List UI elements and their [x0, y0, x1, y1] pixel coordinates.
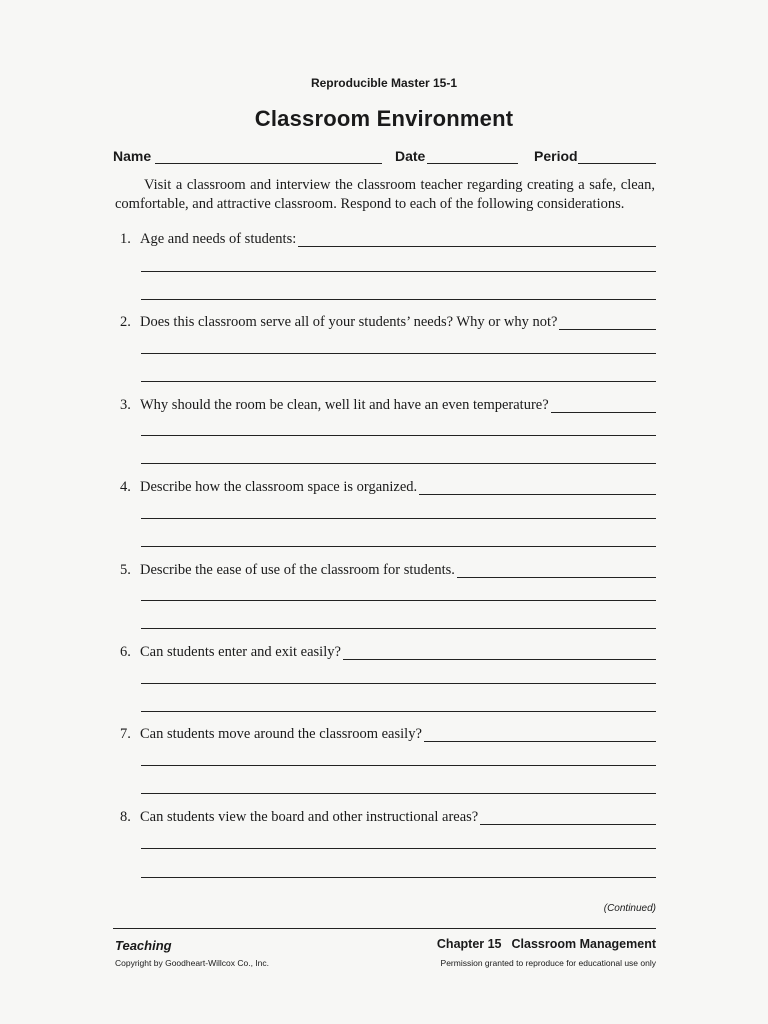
continued-note: (Continued) [603, 903, 656, 914]
answer-line[interactable] [141, 518, 656, 519]
question-text: Why should the room be clean, well lit and have an even temperature? [140, 397, 549, 413]
question-6 [120, 644, 656, 664]
reproducible-master-label: Reproducible Master 15-1 [310, 76, 458, 90]
answer-line[interactable] [141, 877, 656, 878]
chapter-heading [380, 937, 656, 951]
question-text: Can students enter and exit easily? [140, 644, 341, 660]
answer-line[interactable] [141, 765, 656, 766]
footer-divider [113, 928, 656, 929]
question-text: Describe the ease of use of the classroom for students. [140, 562, 455, 578]
instructions-text: Visit a classroom and interview the classroom teacher regarding creating a safe, clean, comfortable, and attractive classroom. Respond to each of the following considerations. [115, 177, 655, 212]
answer-line[interactable] [141, 848, 656, 849]
question-number: 4. [120, 479, 131, 495]
question-text: Age and needs of students: [140, 231, 297, 247]
name-label: Name [113, 148, 152, 164]
permission-text: Permission granted to reproduce for educational use only [440, 958, 656, 968]
page-title: Classroom Environment [254, 106, 514, 131]
question-8 [120, 809, 656, 829]
answer-line[interactable] [141, 683, 656, 684]
answer-line[interactable] [141, 299, 656, 300]
question-number: 1. [120, 231, 131, 247]
period-field[interactable] [578, 163, 656, 164]
question-3 [120, 397, 656, 417]
answer-line[interactable] [141, 353, 656, 354]
answer-line[interactable] [141, 381, 656, 382]
question-7 [120, 726, 656, 746]
answer-line[interactable] [141, 435, 656, 436]
question-text: Can students view the board and other instructional areas? [140, 809, 479, 825]
answer-line[interactable] [141, 546, 656, 547]
instructions [115, 176, 655, 214]
chapter-title: Classroom Management [511, 937, 656, 951]
question-text: Does this classroom serve all of your students’ needs? Why or why not? [140, 314, 558, 330]
chapter-number: Chapter 15 [436, 937, 502, 951]
question-number: 6. [120, 644, 131, 660]
date-label: Date [395, 148, 426, 164]
answer-line[interactable] [141, 793, 656, 794]
question-number: 7. [120, 726, 131, 742]
question-1 [120, 231, 656, 251]
period-label: Period [534, 148, 578, 164]
answer-line[interactable] [141, 628, 656, 629]
question-number: 8. [120, 809, 131, 825]
answer-line[interactable] [141, 711, 656, 712]
question-4 [120, 479, 656, 499]
answer-line[interactable] [141, 600, 656, 601]
question-2 [120, 314, 656, 334]
question-number: 3. [120, 397, 131, 413]
answer-line[interactable] [141, 271, 656, 272]
question-text: Describe how the classroom space is organized. [140, 479, 418, 495]
book-title: Teaching [115, 938, 172, 953]
question-5 [120, 562, 656, 582]
date-field[interactable] [427, 163, 518, 164]
answer-line[interactable] [141, 463, 656, 464]
name-field[interactable] [155, 163, 382, 164]
student-info-row [113, 146, 656, 166]
question-number: 5. [120, 562, 131, 578]
copyright-text: Copyright by Goodheart-Willcox Co., Inc. [115, 958, 270, 968]
question-number: 2. [120, 314, 131, 330]
question-text: Can students move around the classroom easily? [140, 726, 422, 742]
